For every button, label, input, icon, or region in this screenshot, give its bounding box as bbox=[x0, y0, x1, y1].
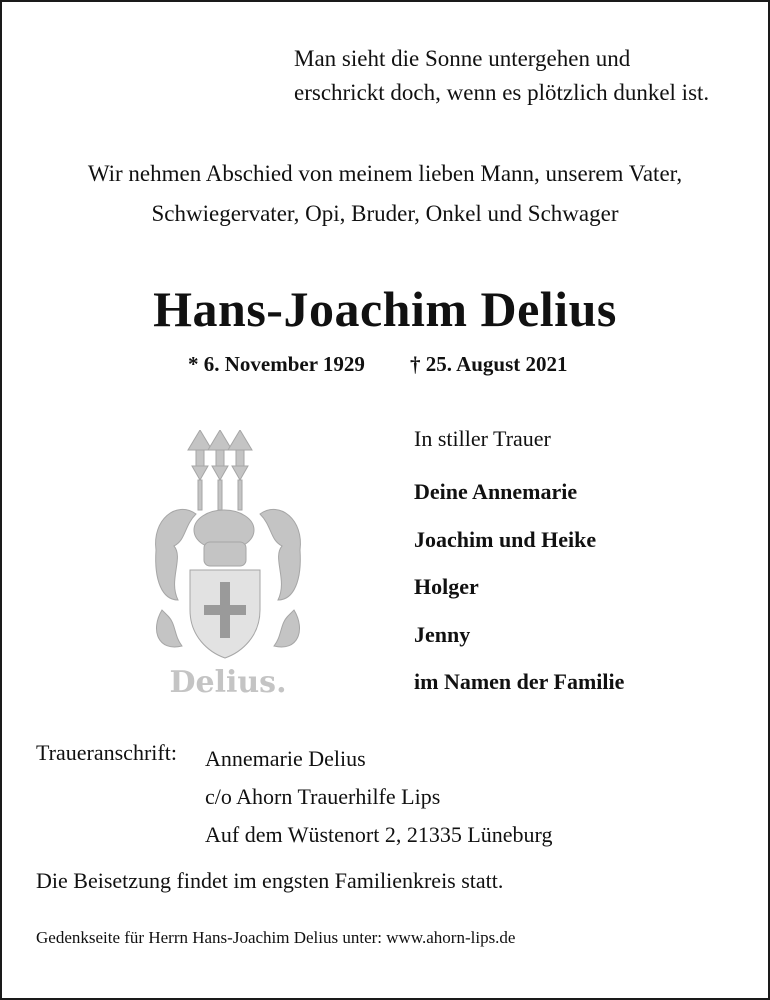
motto-quote bbox=[294, 42, 709, 110]
death-date: † 25. August 2021 bbox=[410, 352, 568, 376]
coat-of-arms-icon bbox=[148, 430, 308, 698]
address-line: c/o Ahorn Trauerhilfe Lips bbox=[205, 784, 441, 809]
mourners-list bbox=[414, 472, 624, 710]
address-label: Traueranschrift: bbox=[36, 740, 177, 765]
mourner-name: Holger bbox=[414, 574, 479, 599]
address-line: Auf dem Wüstenort 2, 21335 Lüneburg bbox=[205, 822, 553, 847]
intro-line: Schwiegervater, Opi, Bruder, Onkel und Schwager bbox=[151, 201, 619, 226]
farewell-intro bbox=[2, 154, 768, 234]
motto-line: erschrickt doch, wenn es plötzlich dunkel ist. bbox=[294, 80, 710, 105]
motto-line: Man sieht die Sonne untergehen und bbox=[294, 46, 631, 71]
mourner-name: im Namen der Familie bbox=[414, 669, 625, 694]
mourners-intro: In stiller Trauer bbox=[414, 426, 551, 451]
mourner-name: Joachim und Heike bbox=[414, 526, 597, 552]
memorial-page-note: Gedenkseite für Herrn Hans-Joachim Delius unter: www.ahorn-lips.de bbox=[36, 928, 516, 947]
deceased-name: Hans-Joachim Delius bbox=[153, 281, 617, 337]
mourner-name: Jenny bbox=[414, 621, 471, 647]
mourning-address bbox=[205, 740, 552, 854]
address-line: Annemarie Delius bbox=[205, 746, 366, 771]
funeral-note: Die Beisetzung findet im engsten Familienkreis statt. bbox=[36, 868, 504, 893]
birth-date: * 6. November 1929 bbox=[188, 352, 365, 376]
intro-line: Wir nehmen Abschied von meinem lieben Mann, unserem Vater, bbox=[87, 161, 683, 186]
mourner-name: Deine Annemarie bbox=[414, 479, 578, 504]
crest-motto: Delius. bbox=[169, 665, 287, 698]
